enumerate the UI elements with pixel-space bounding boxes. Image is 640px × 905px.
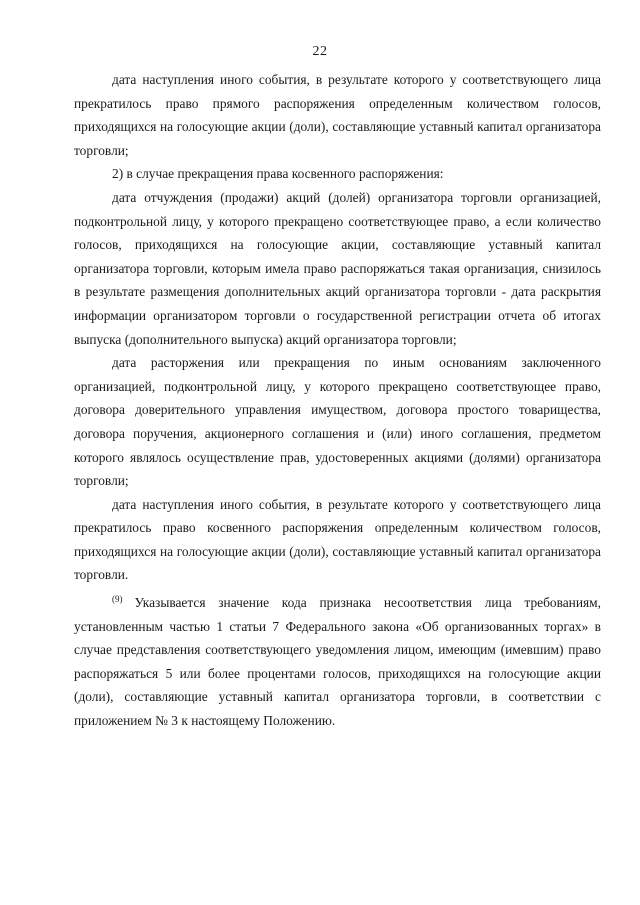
page-number: 22 <box>312 44 328 59</box>
paragraph-alienation-date: дата отчуждения (продажи) акций (долей) организатора торговли организацией, подконтрольной лицу, у которого прекращено соответствующее право, а если количество голосов, приходящихся на голосующие акции, составляющие уставный капитал организатора торговли, которым имела право распоряжаться такая организация, снизилось в результате размещения дополнительных акций организатора торговли - дата раскрытия информации организатором торговли о государственной регистрации отчета об итогах выпуска (дополнительного выпуска) акций организатора торговли; <box>74 189 601 347</box>
paragraph-direct-disposal-event: дата наступления иного события, в результате которого у соответствующего лица прекратилось право прямого распоряжения определенным количеством голосов, приходящихся на голосующие акции (доли), составляющие уставный капитал организатора торговли; <box>74 72 601 158</box>
document-body <box>74 68 601 733</box>
footnote-marker: (9) <box>112 594 123 605</box>
footnote-text: Указывается значение кода признака несоответствия лица требованиям, установленным частью 1 статьи 7 Федерального закона «Об организованных торгах» в случае представления соответствующего уведомления лицом, имеющим (имевшим) право распоряжаться 5 или более процентами голосов, приходящихся на голосующие акции (доли), составляющие уставный капитал организатора торговли, в соответствии с приложением № 3 к настоящему Положению. <box>74 595 601 729</box>
paragraph-indirect-disposal-event: дата наступления иного события, в результате которого у соответствующего лица прекратилось право косвенного распоряжения определенным количеством голосов, приходящихся на голосующие акции (доли), составляющие уставный капитал организатора торговли. <box>74 496 601 583</box>
paragraph-contract-termination-date: дата расторжения или прекращения по иным основаниям заключенного организацией, подконтрольной лицу, у которого прекращено соответствующее право, договора доверительного управления имуществом, договора простого товарищества, договора поручения, акционерного соглашения и (или) иного соглашения, предметом которого являлось осуществление прав, удостоверенных акциями (долями) организатора торговли; <box>74 355 601 489</box>
footnote-9 <box>74 591 601 733</box>
paragraph-indirect-disposal-heading: 2) в случае прекращения права косвенного распоряжения: <box>112 166 444 182</box>
